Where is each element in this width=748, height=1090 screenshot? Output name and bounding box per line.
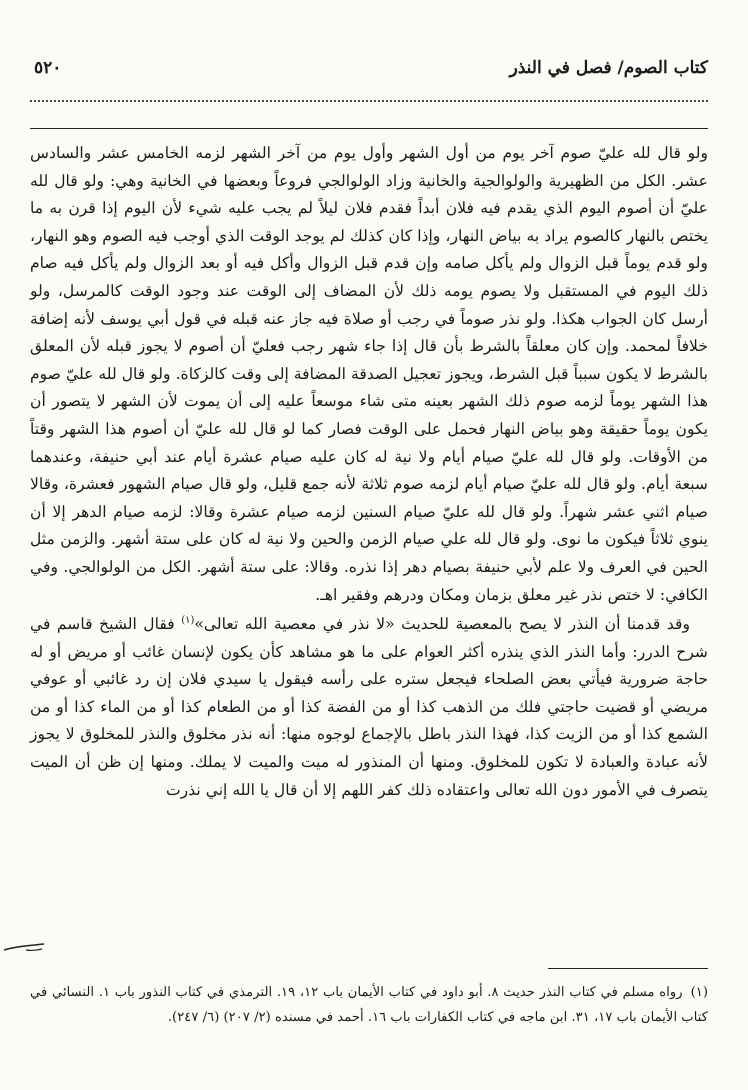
- footnote-reference: (١): [181, 614, 195, 626]
- page-number: ٥٢٠: [34, 58, 62, 78]
- running-title: كتاب الصوم/ فصل في النذر: [509, 58, 708, 78]
- handwritten-margin-mark: [2, 938, 46, 960]
- footnote-text: رواه مسلم في كتاب النذر حديث ٨. أبو داود في كتاب الأيمان باب ١٢، ١٩. الترمذي في كتاب النذور باب ١. النسائي في كتاب الأيمان باب ١٧، ٣١. ابن ماجه في كتاب الكفارات باب ١٦. أحمد في مسنده (٢/ ٢٠٧) (٦/ ٢٤٧).: [30, 985, 708, 1025]
- paragraph-2-rest: فقال الشيخ قاسم في شرح الدرر: وأما النذر الذي ينذره أكثر العوام على ما هو مشاهد كأن يكون لإنسان غائب أو مريض أو له حاجة ضرورية فيأتي بعض الصلحاء فيجعل ستره على رأسه فيقول يا سيدي فلان إن رد غائبي أو عوفي مريضي أو قضيت حاجتي فلك من الذهب كذا أو من الفضة كذا أو من الطعام كذا أو من الماء كذا أو من الشمع كذا أو من الزيت كذا، فهذا النذر باطل بالإجماع لوجوه منها: أنه نذر مخلوق والنذر للمخلوق لا يجوز لأنه عبادة والعبادة لا تكون للمخلوق. ومنها أن المنذور له ميت والميت لا يملك. ومنها إن ظن أن الميت يتصرف في الأمور دون الله تعالى واعتقاده ذلك كفر اللهم إلا أن قال يا الله إني نذرت: [30, 615, 708, 799]
- footnote-number: (١): [690, 985, 708, 1000]
- paragraph-2: [30, 611, 708, 804]
- footnote-rule: [548, 968, 708, 969]
- footnotes: [30, 980, 708, 1030]
- header-rule: [30, 128, 708, 129]
- header-dotted-rule: [30, 100, 708, 102]
- footnote-item: [30, 980, 708, 1030]
- paragraph-2-start: وقد قدمنا أن النذر لا يصح بالمعصية للحديث «لا نذر في معصية الله تعالى»: [194, 615, 690, 634]
- page-header: [30, 58, 708, 88]
- paragraph-1: ولو قال لله عليّ صوم آخر يوم من أول الشهر وأول يوم من آخر الشهر لزمه الخامس عشر والسادس عشر. الكل من الظهيرية والولوالجية والخانية وزاد الولوالجي فروعاً وبعضها في الخانية وهي: ولو قال لله عليّ أن أصوم اليوم الذي يقدم فيه فلان أبداً فقدم فلان ليلاً لم يجب عليه شيء لأن اليوم إذا قرن به ما يختص بالنهار كالصوم يراد به بياض النهار، وإذا كان كذلك لم يوجد الوقت الذي أوجب فيه الصوم وهو النهار، ولو قدم يوماً قبل الزوال ولم يأكل صامه وإن قدم قبل الزوال وأكل فيه أو بعد الزوال ولم يأكل فيه صام ذلك اليوم في المستقبل ولا يصوم يومه ذلك لأن المضاف إلى الوقت عند وجود الوقت كالمرسل، ولو أرسل كان الجواب هكذا. ولو نذر صوماً في رجب أو صلاة فيه جاز عنه قبله في قول أبي يوسف لأنه إضافة خلافاً لمحمد. وإن كان معلقاً بالشرط بأن قال إذا جاء شهر رجب فعليّ أن أصوم لا يجوز قبله لأن المعلق بالشرط لا يكون سبباً قبل الشرط، ويجوز تعجيل الصدقة المضافة إلى وقت كالزكاة. ولو قال لله عليّ صوم هذا الشهر يوماً لزمه صوم ذلك الشهر بعينه متى شاء موسعاً عليه إلى أن يموت لأن الشهر لا يتصور أن يكون يوماً حقيقة وهو بياض النهار فحمل على الوقت فصار كما لو قال لله عليّ أن أصوم هذا الشهر وقتاً من الأوقات. ولو قال لله عليّ صيام أيام ولا نية له كان عليه صيام عشرة أيام عند أبي حنيفة، وعندهما سبعة أيام. ولو قال لله عليّ صيام أيام لزمه صوم ثلاثة لأنه جمع قليل، ولو قال صيام الشهور فعشرة، وقالا صيام اثني عشر شهراً. ولو قال لله عليّ صيام السنين لزمه صيام عشرة وقالا: لزمه صيام الدهر إلا أن ينوي ثلاثاً فيكون ما نوى. ولو قال لله علي صيام الزمن والحين ولا نية له كان على ستة أشهر. والزمن مثل الحين في العرف ولا علم لأبي حنيفة بصيام دهر إذا نذره. وقالا: على ستة أشهر. الكل من الولوالجي. وفي الكافي: لا ختص نذر غير معلق بزمان ومكان ودرهم وفقير اهـ.: [30, 144, 708, 604]
- main-text: [30, 140, 708, 804]
